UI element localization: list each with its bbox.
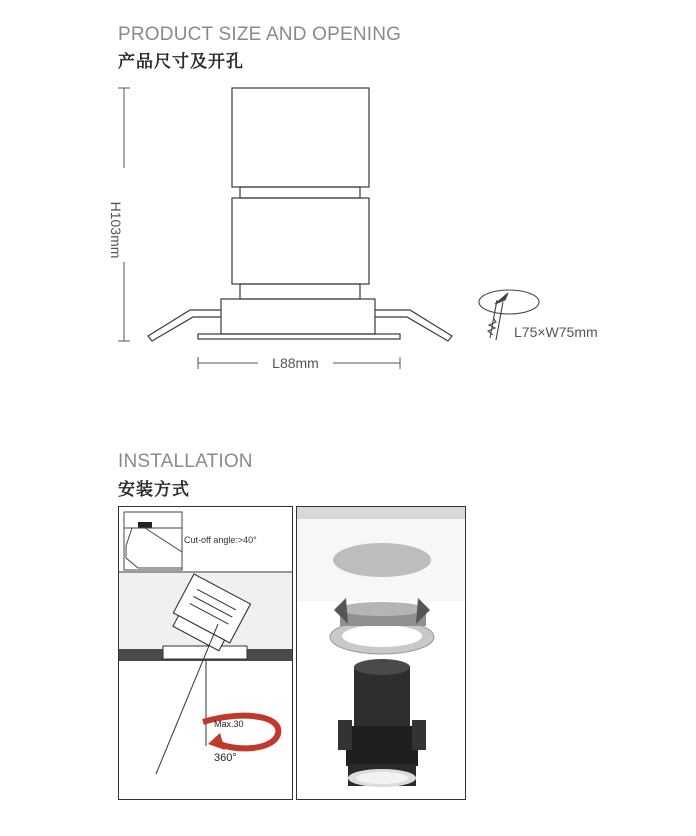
cutoff-lamp-icon [138,522,152,528]
trim-plate [198,334,400,339]
cutoff-angle-label: Cut-off angle:>40° [184,535,257,545]
middle-module [232,198,369,284]
lower-collar [240,284,360,299]
product-size-title-en: PRODUCT SIZE AND OPENING [118,24,402,45]
cutoff-angle-box [124,512,182,570]
installation-photo-panel [296,506,466,800]
left-spring-clip [148,310,221,341]
mounting-ring [163,646,247,659]
base-housing [221,299,375,334]
rotation-angle-label: 360° [214,752,237,764]
upper-module [232,88,369,187]
height-dimension-label: H103mm [108,201,124,259]
installation-title-cn: 安装方式 [118,480,190,499]
length-dimension-label: L88mm [272,355,319,371]
tilt-angle-label: Max.30 [214,719,244,729]
trim-ring-photo [330,598,434,654]
cutout-dimension-label: L75×W75mm [514,324,598,340]
installation-title-en: INSTALLATION [118,451,253,472]
right-spring-clip [375,310,452,341]
product-size-title-cn: 产品尺寸及开孔 [118,52,244,71]
installation-diagram-panel [118,506,293,800]
upper-collar [240,187,360,198]
ceiling-cutout-hole [333,543,431,577]
